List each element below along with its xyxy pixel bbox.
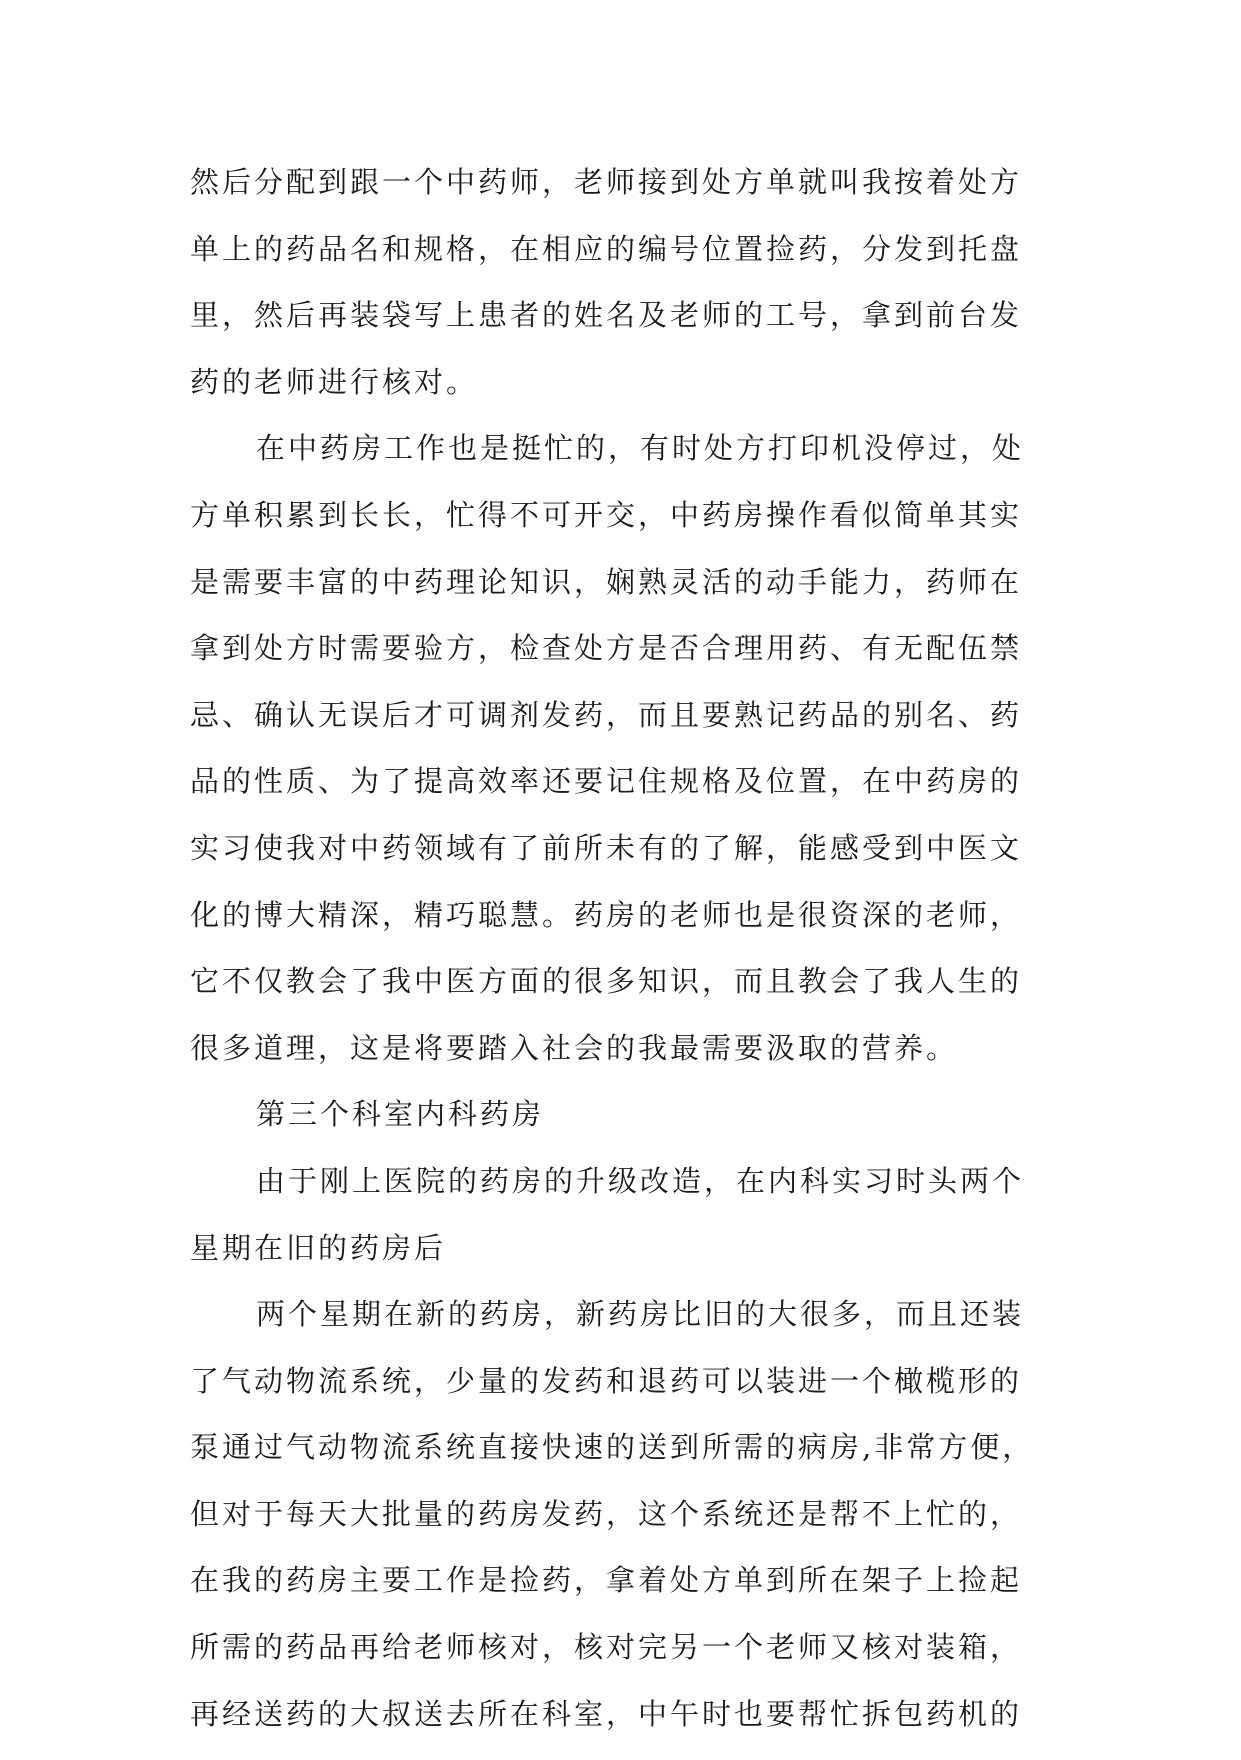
text-line: 忌、确认无误后才可调剂发药，而且要熟记药品的别名、药 xyxy=(190,697,1023,732)
text-line: 由于刚上医院的药房的升级改造，在内科实习时头两个 xyxy=(256,1163,1025,1198)
text-line: 星期在旧的药房后 xyxy=(190,1230,447,1265)
text-line: 了气动物流系统，少量的发药和退药可以装进一个橄榄形的 xyxy=(190,1363,1023,1398)
text-line: 品的性质、为了提高效率还要记住规格及位置，在中药房的 xyxy=(190,764,1023,799)
text-line: 在我的药房主要工作是捡药，拿着处方单到所在架子上捡起 xyxy=(190,1563,1023,1598)
text-line: 在中药房工作也是挺忙的，有时处方打印机没停过，处 xyxy=(256,431,1025,466)
text-line: 泵通过气动物流系统直接快速的送到所需的病房,非常方便， xyxy=(190,1430,1035,1465)
text-line: 再经送药的大叔送去所在科室，中午时也要帮忙拆包药机的 xyxy=(190,1696,1023,1731)
text-line: 化的博大精深，精巧聪慧。药房的老师也是很资深的老师， xyxy=(190,897,1023,932)
text-line: 很多道理，这是将要踏入社会的我最需要汲取的营养。 xyxy=(190,1030,959,1065)
text-line: 药的老师进行核对。 xyxy=(190,364,479,399)
text-line: 然后分配到跟一个中药师，老师接到处方单就叫我按着处方 xyxy=(190,165,1023,199)
text-line: 所需的药品再给老师核对，核对完另一个老师又核对装箱， xyxy=(190,1630,1023,1665)
text-line: 是需要丰富的中药理论知识，娴熟灵活的动手能力，药师在 xyxy=(190,564,1023,599)
text-line: 拿到处方时需要验方，检查处方是否合理用药、有无配伍禁 xyxy=(190,631,1023,666)
text-line: 它不仅教会了我中医方面的很多知识，而且教会了我人生的 xyxy=(190,964,1023,999)
text-line: 但对于每天大批量的药房发药，这个系统还是帮不上忙的， xyxy=(190,1496,1023,1531)
text-line: 方单积累到长长，忙得不可开交，中药房操作看似简单其实 xyxy=(190,497,1023,532)
text-line: 里，然后再装袋写上患者的姓名及老师的工号，拿到前台发 xyxy=(190,298,1023,333)
text-line: 实习使我对中药领域有了前所未有的了解，能感受到中医文 xyxy=(190,830,1023,865)
text-line: 单上的药品名和规格，在相应的编号位置捡药，分发到托盘 xyxy=(190,231,1023,266)
section-heading: 第三个科室内科药房 xyxy=(256,1097,545,1132)
document-body xyxy=(190,162,1056,1760)
text-line: 两个星期在新的药房，新药房比旧的大很多，而且还装 xyxy=(256,1297,1025,1332)
